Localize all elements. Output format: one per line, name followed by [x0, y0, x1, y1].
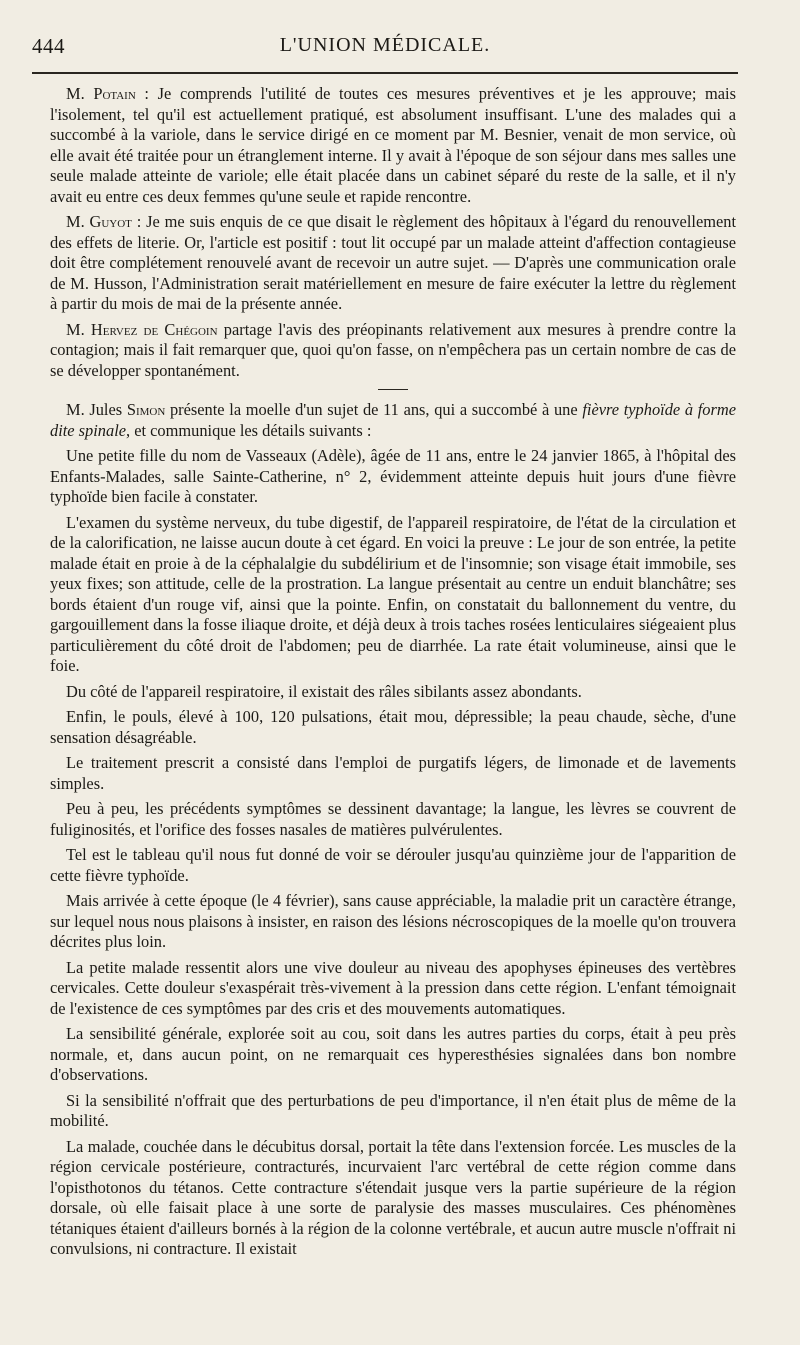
case-paragraph: La malade, couchée dans le décubitus dorsal, portait la tête dans l'extension forcée. Les muscles de la région cervicale postérieure, contracturés, incurvaient l'arc vertébral de cette région comme dans l'opisthotonos du tétanos. Cette contracture s'étendait jusque vers la partie supérieure de la région dorsale, où elle faisait place à une sorte de paralysie des masses musculaires. Ces phénomènes tétaniques étaient d'ailleurs bornés à la région de la colonne vertébrale, et aucun autre muscle n'offrait ni convulsions, ni contracture. Il existait [50, 1136, 736, 1258]
paragraph-text: Je comprends l'utilité de toutes ces mesures préventives et je les approuve; mais l'isolement, tel qu'il est actuellement pratiqué, est absolument insuffisant. L'une des malades qui a succombé à la variole, dans le service dirigé en ce moment par M. Besnier, venait de mon service, où elle avait été traitée pour un étranglement interne. Il y avait à l'époque de son séjour dans mes salles une seule malade atteinte de variole; elle était placée dans un cabinet séparé du reste de la salle, et il n'y avait eu entre ces deux femmes qu'une seule et rapide rencontre. [50, 84, 736, 206]
case-paragraph: Tel est le tableau qu'il nous fut donné de voir se dérouler jusqu'au quinzième jour de l'apparition de cette fièvre typhoïde. [50, 845, 736, 885]
paragraph-text: Je me suis enquis de ce que disait le règlement des hôpitaux à l'égard du renouvellement des effets de literie. Or, l'article est positif : tout lit occupé par un malade atteint d'affection contagieuse doit être complétement renouvelé avant de recevoir un autre sujet. — D'après une communication orale de M. Husson, l'Administration serait matériellement en mesure de faire exécuter la lettre du règlement à partir du mois de mai de la présente année. [50, 212, 736, 313]
speaker-name: M. Potain : [66, 84, 149, 103]
paragraph-guyot [50, 212, 736, 315]
case-paragraph: Le traitement prescrit a consisté dans l'emploi de purgatifs légers, de limonade et de lavements simples. [50, 753, 736, 793]
journal-title: L'UNION MÉDICALE. [279, 34, 491, 56]
case-paragraph: La petite malade ressentit alors une vive douleur au niveau des apophyses épineuses des vertèbres cervicales. Cette douleur s'exaspérait très-vivement à la pression dans cette région. L'enfant témoignait de l'existence de ces symptômes par des cris et des mouvements automatiques. [50, 957, 736, 1018]
case-paragraph: Peu à peu, les précédents symptômes se dessinent davantage; la langue, les lèvres se couvrent de fuliginosités, et l'orifice des fosses nasales de matières pulvérulentes. [50, 799, 736, 839]
paragraph-text: présente la moelle d'un sujet de 11 ans, qui a succombé à une [165, 400, 583, 419]
diagnosis-italic: fièvre typhoïde à forme dite spinale [50, 400, 736, 440]
paragraph-potain [50, 84, 736, 207]
case-paragraph: La sensibilité générale, explorée soit au cou, soit dans les autres parties du corps, était à peu près normale, et, dans aucun point, on ne remarquait ces hyperesthésies signalées dans bon nombre d'observations. [50, 1024, 736, 1084]
page-number: 444 [32, 34, 65, 58]
speaker-name: M. Guyot : [66, 212, 142, 231]
page-header [32, 34, 738, 64]
case-paragraph: Mais arrivée à cette époque (le 4 février), sans cause appréciable, la maladie prit un caractère étrange, sur lequel nous nous plaisons à insister, en raison des lésions nécroscopiques de la moelle qu'on trouvera décrites plus loin. [50, 891, 736, 951]
case-paragraph: Du côté de l'appareil respiratoire, il existait des râles sibilants assez abondants. [66, 681, 582, 701]
speaker-name: Simon [126, 400, 166, 419]
paragraph-simon-intro [50, 400, 736, 441]
paragraph-text: partage l'avis des préopinants relativement aux mesures à prendre contre la contagion; mais il fait remarquer que, quoi qu'on fasse, on n'empêchera pas un certain nombre de cas de se développer spontanément. [50, 319, 736, 380]
case-paragraph: L'examen du système nerveux, du tube digestif, de l'appareil respiratoire, de l'état de la circulation et de la calorification, ne laisse aucun doute à cet égard. En voici la preuve : Le jour de son entrée, la petite malade était en proie à de la céphalalgie du subdélirium et de l'insomnie; son visage était immobile, ses yeux fixes; son attitude, celle de la prostration. La langue présentait au centre un enduit blanchâtre; ses bords étaient d'un rouge vif, ainsi que la pointe. Enfin, on constatait du ballonnement du ventre, du gargouillement dans la fosse iliaque droite, et déjà deux à trois taches rosées lenticulaires siégeaient plus particulièrement du côté droit de l'abdomen; peu de diarrhée. La rate était volumineuse, ainsi que le foie. [50, 512, 736, 675]
paragraph-hervez [50, 320, 736, 382]
case-paragraph: Si la sensibilité n'offrait que des perturbations de peu d'importance, il n'en était plus de même de la mobilité. [50, 1090, 736, 1130]
paragraph-text: , et communique les détails suivants : [126, 420, 372, 440]
case-paragraph: Une petite fille du nom de Vasseaux (Adèle), âgée de 11 ans, entre le 24 janvier 1865, à l'hôpital des Enfants-Malades, salle Sainte-Catherine, n° 2, évidemment atteinte depuis huit jours d'une fièvre typhoïde bien facile à constater. [50, 446, 736, 506]
speaker-name: M. Hervez de Chégoin [66, 319, 218, 339]
speaker-prefix: M. Jules [66, 400, 127, 419]
page-body [50, 84, 736, 1265]
header-rule [32, 72, 738, 74]
section-separator [378, 389, 408, 390]
case-paragraph: Enfin, le pouls, élevé à 100, 120 pulsations, était mou, dépressible; la peau chaude, sèche, d'une sensation désagréable. [50, 707, 736, 747]
